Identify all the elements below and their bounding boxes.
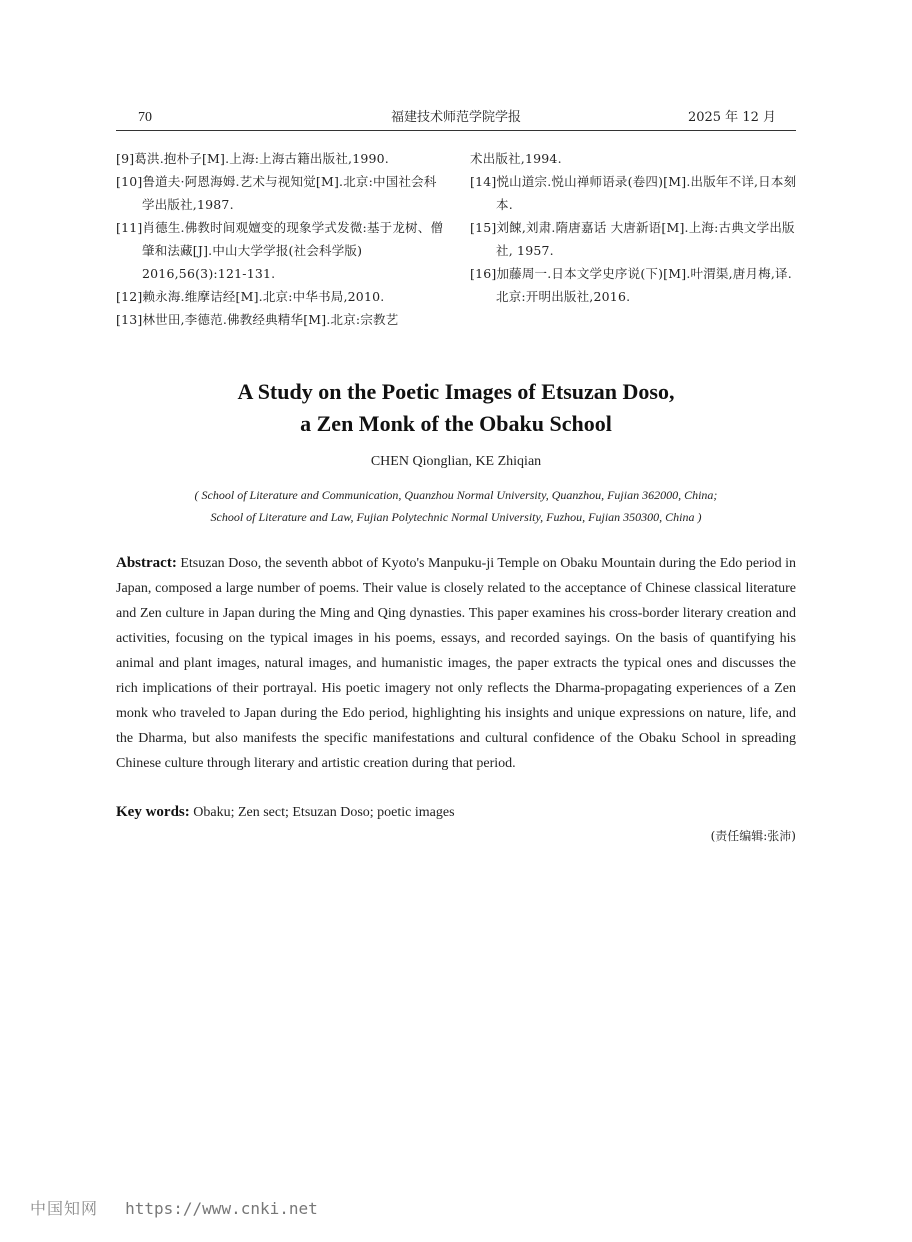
reference-item: [15]刘餗,刘肃.隋唐嘉话 大唐新语[M].上海:古典文学出版社, 1957. (470, 220, 795, 258)
reference-item: [10]鲁道夫·阿恩海姆.艺术与视知觉[M].北京:中国社会科学出版社,1987. (116, 174, 437, 212)
reference-item: [16]加藤周一.日本文学史序说(下)[M].叶渭渠,唐月梅,译.北京:开明出版社,2016. (470, 266, 792, 304)
affiliation-line-2: School of Literature and Law, Fujian Polytechnic Normal University, Fuzhou, Fujian 350300, China ) (210, 510, 702, 524)
reference-item: [13]林世田,李德范.佛教经典精华[M].北京:宗教艺 (116, 312, 399, 327)
page-header (116, 108, 796, 131)
keywords-label: Key words: (116, 804, 190, 820)
reference-item: [11]肖德生.佛教时间观嬗变的现象学式发微:基于龙树、僧肇和法藏[J].中山大学学报(社会科学版) 2016,56(3):121-131. (116, 220, 444, 281)
page-number: 70 (138, 110, 152, 125)
cnki-name: 中国知网 (30, 1199, 99, 1218)
title-line-1: A Study on the Poetic Images of Etsuzan Doso, (237, 379, 675, 404)
keywords-text: Obaku; Zen sect; Etsuzan Doso; poetic images (193, 805, 455, 820)
abstract-text: Etsuzan Doso, the seventh abbot of Kyoto's Manpuku-ji Temple on Obaku Mountain during the Edo period in Japan, composed a large number of poems. Their value is closely related to the acceptance of Chinese classical literature and Zen culture in Japan during the Ming and Qing dynasties. This paper examines his cross-border literary creation and activities, focusing on the typical images in his poems, essays, and recorded sayings. On the basis of quantifying his animal and plant images, natural images, and humanistic images, the paper extracts the typical ones and discusses the rich implications of their portrayal. His poetic imagery not only reflects the Dharma-propagating experiences of a Zen monk who traveled to Japan during the Edo period, highlighting his insights and unique expressions on nature, life, and the Dharma, but also manifests the specific manifestations and cultural confidence of the Obaku School in spreading Chinese culture through literary and artistic creation during that period. (116, 556, 796, 771)
journal-name: 福建技术师范学院学报 (390, 110, 521, 125)
affiliation-line-1: ( School of Literature and Communication, Quanzhou Normal University, Quanzhou, Fujian 362000, China; (194, 488, 718, 502)
reference-item: [12]赖永海.维摩诘经[M].北京:中华书局,2010. (116, 289, 385, 304)
reference-item: 术出版社,1994. (470, 151, 562, 166)
abstract (116, 551, 796, 776)
title-line-2: a Zen Monk of the Obaku School (300, 411, 612, 436)
references-left-column (116, 147, 446, 331)
reference-item: [9]葛洪.抱朴子[M].上海:上海古籍出版社,1990. (116, 151, 389, 166)
reference-item: [14]悦山道宗.悦山禅师语录(卷四)[M].出版年不详,日本刻本. (470, 174, 797, 212)
responsible-editor: (责任编辑:张沛) (710, 829, 796, 843)
cnki-watermark (30, 1198, 318, 1220)
abstract-label: Abstract: (116, 555, 177, 571)
references-right-column (470, 147, 800, 308)
authors: CHEN Qionglian, KE Zhiqian (370, 454, 542, 469)
cnki-url[interactable]: https://www.cnki.net (125, 1199, 318, 1218)
affiliations (60, 484, 852, 528)
keywords (116, 800, 796, 825)
article-title (60, 376, 852, 440)
issue-date: 2025 年 12 月 (687, 110, 776, 125)
